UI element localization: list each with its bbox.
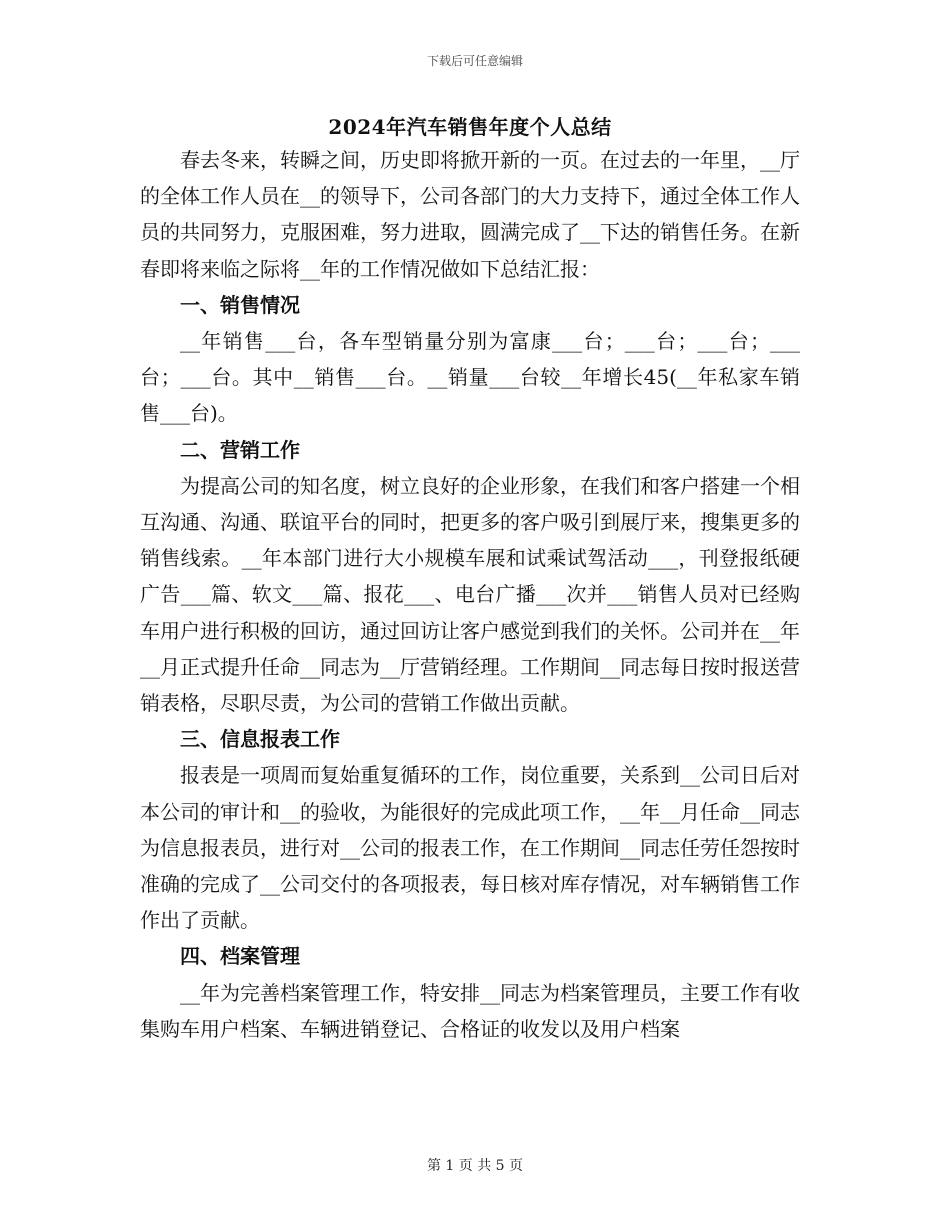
document-body (140, 112, 800, 1047)
section-body-sales: __年销售___台，各车型销量分别为富康___台；___台；___台；___台；___台。其中__销售___台。__销量___台较__年增长45(__年私家车销售___台)。 (140, 329, 800, 426)
header-note: 下载后可任意编辑 (426, 54, 523, 68)
intro-paragraph: 春去冬来，转瞬之间，历史即将掀开新的一页。在过去的一年里，__厅的全体工作人员在__的领导下，公司各部门的大力支持下，通过全体工作人员的共同努力，克服困难，努力进取，圆满完成了__下达的销售任务。在新春即将来临之际将__年的工作情况做如下总结汇报： (140, 148, 800, 281)
page-number: 第 1 页 共 5 页 (426, 1158, 524, 1174)
section-heading-reports: 三、信息报表工作 (180, 727, 340, 752)
section-body-archives: __年为完善档案管理工作，特安排__同志为档案管理员，主要工作有收集购车用户档案、车辆进销登记、合格证的收发以及用户档案 (140, 980, 800, 1041)
section-heading-archives: 四、档案管理 (180, 944, 300, 969)
section-heading-marketing: 二、营销工作 (180, 437, 300, 462)
section-body-marketing: 为提高公司的知名度，树立良好的企业形象，在我们和客户搭建一个相互沟通、沟通、联谊平台的同时，把更多的客户吸引到展厅来，搜集更多的销售线索。__年本部门进行大小规模车展和试乘试驾活动___，刊登报纸硬广告___篇、软文___篇、报花___、电台广播___次并___销售人员对已经购车用户进行积极的回访，通过回访让客户感觉到我们的关怀。公司并在__年__月正式提升任命__同志为__厅营销经理。工作期间__同志每日按时报送营销表格，尽职尽责，为公司的营销工作做出贡献。 (140, 473, 800, 716)
section-body-reports: 报表是一项周而复始重复循环的工作，岗位重要，关系到__公司日后对本公司的审计和__的验收，为能很好的完成此项工作，__年__月任命__同志为信息报表员，进行对__公司的报表工作，在工作期间__同志任劳任怨按时准确的完成了__公司交付的各项报表，每日核对库存情况，对车辆销售工作作出了贡献。 (140, 763, 800, 933)
document-title: 2024年汽车销售年度个人总结 (328, 115, 612, 139)
section-heading-sales: 一、销售情况 (180, 292, 300, 317)
